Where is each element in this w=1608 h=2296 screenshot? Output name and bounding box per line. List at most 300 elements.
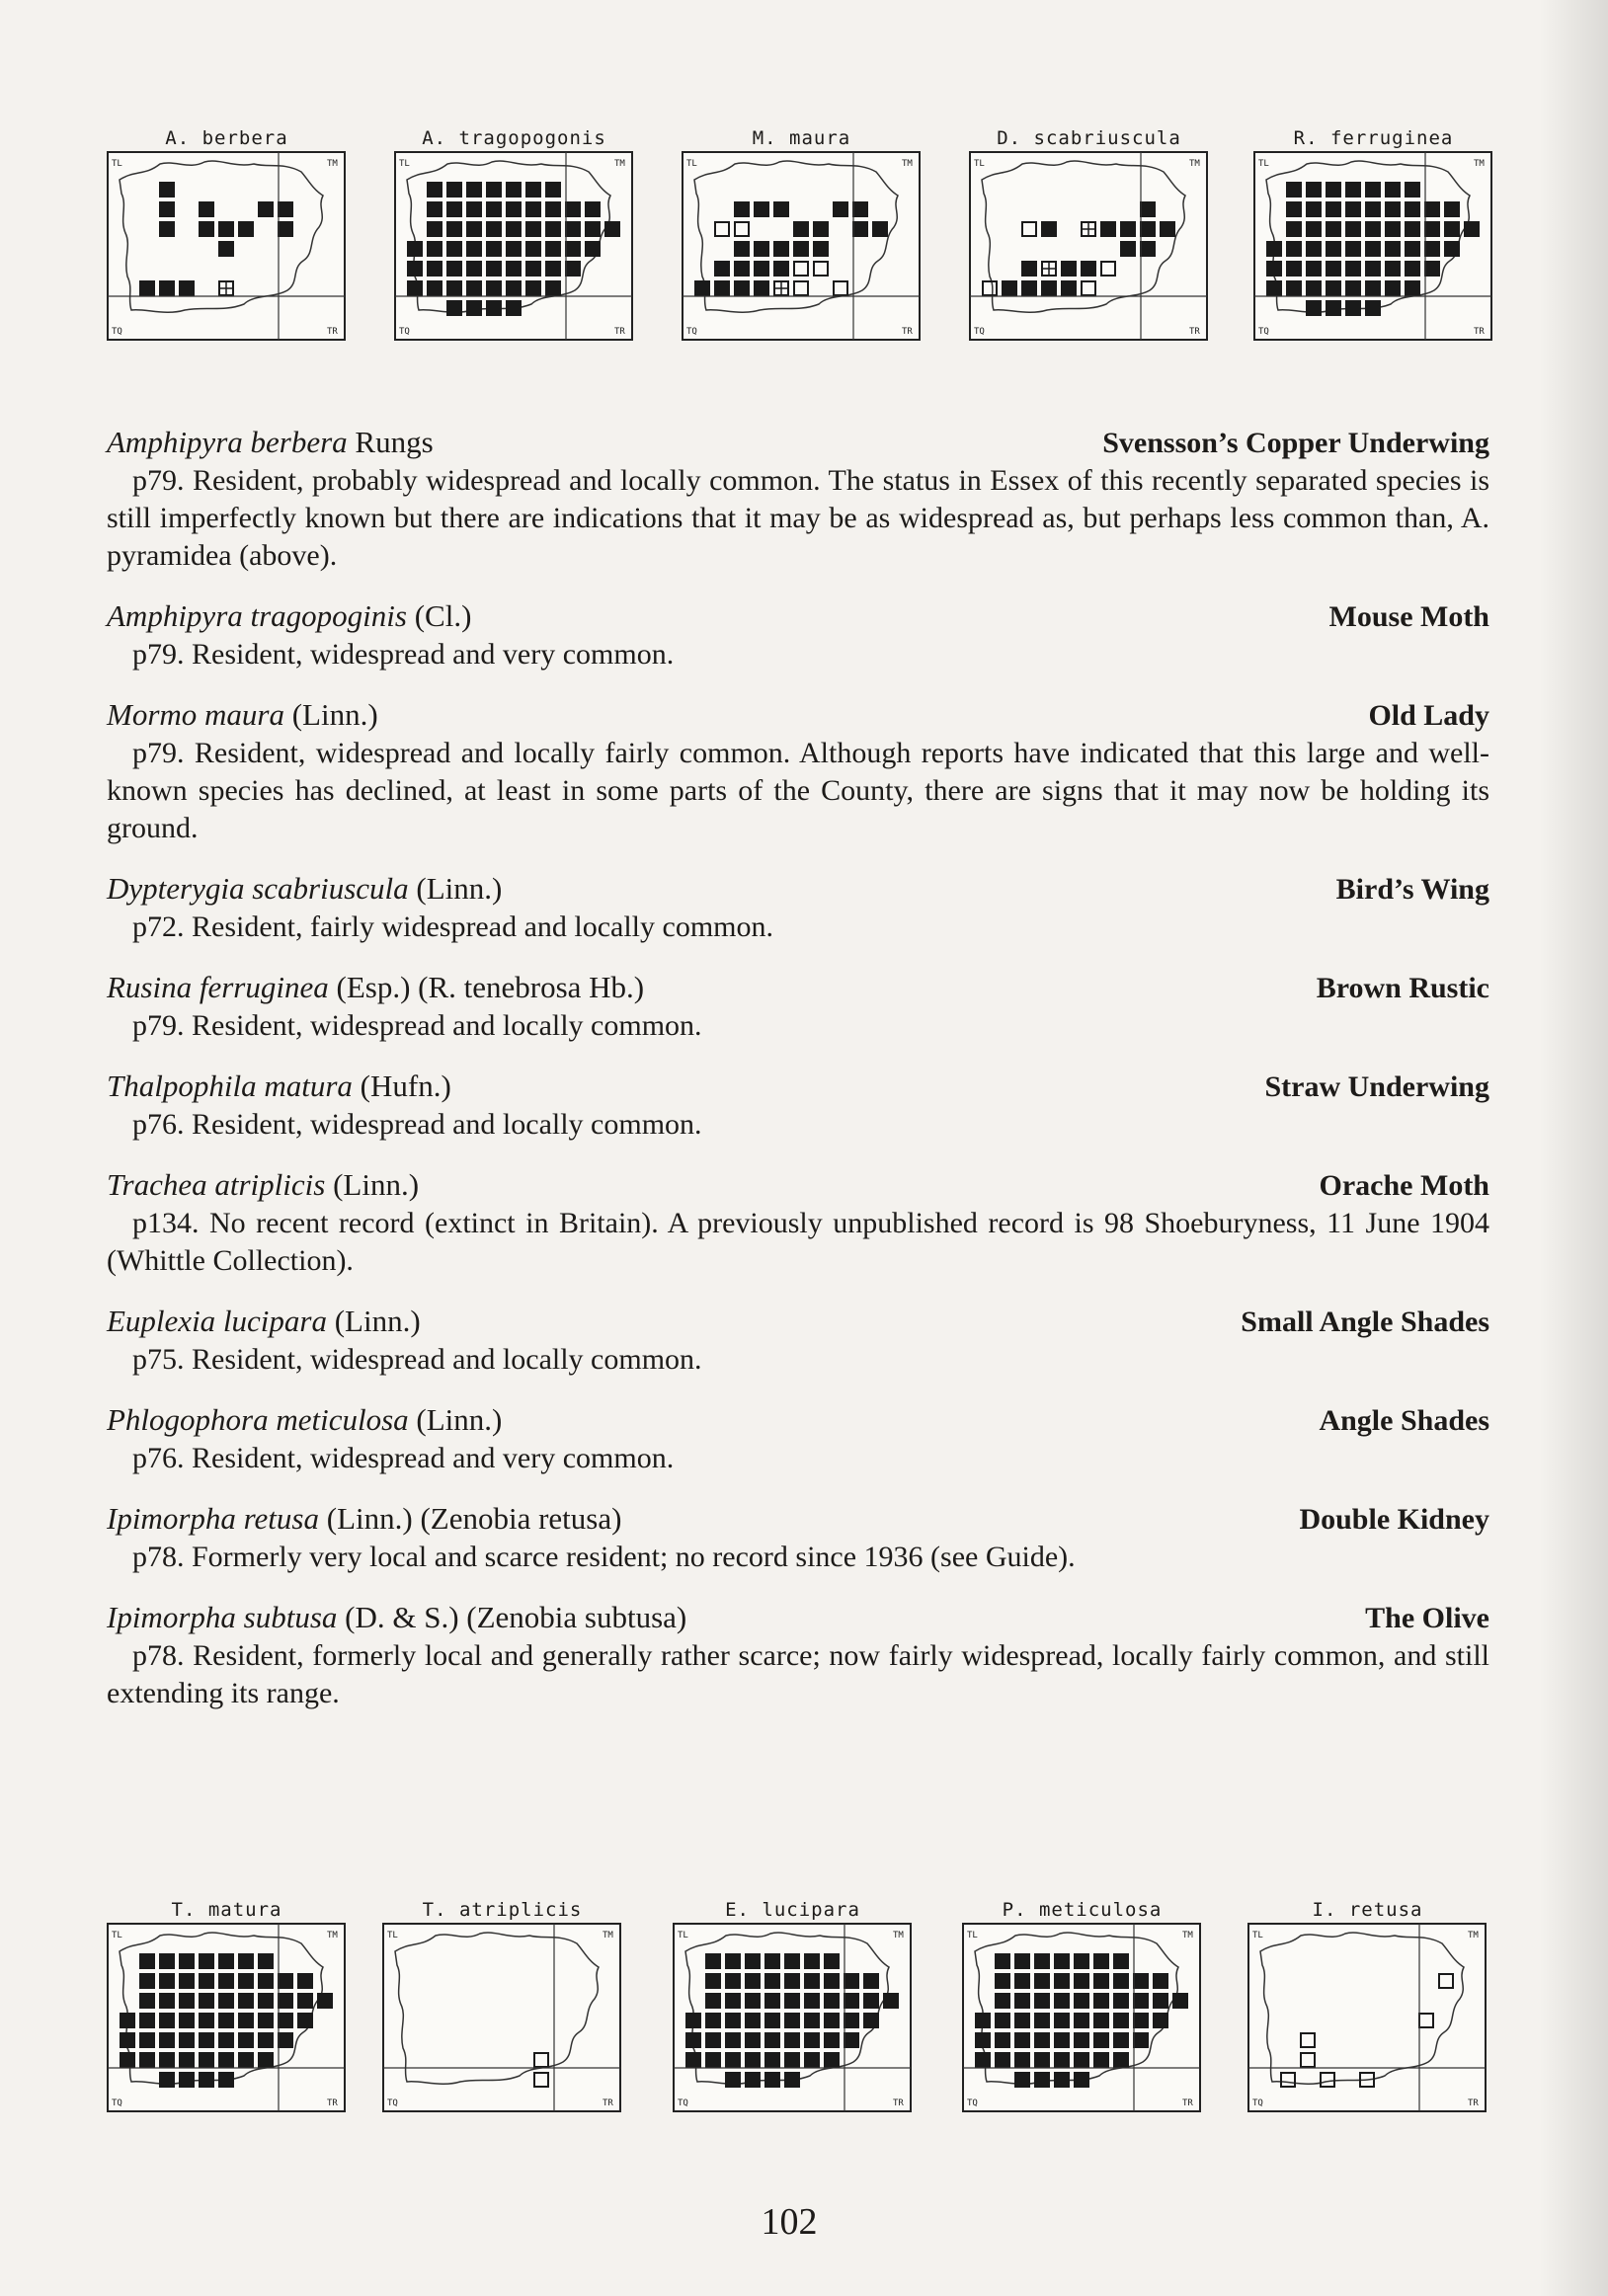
record-square-filled	[824, 1973, 840, 1989]
record-square-filled	[685, 2013, 701, 2028]
record-square-filled	[1133, 1993, 1149, 2009]
authority: (Linn.) (Zenobia retusa)	[319, 1501, 622, 1536]
record-square-filled	[466, 241, 482, 257]
species-description: p76. Resident, widespread and locally common.	[132, 1108, 702, 1141]
record-square-filled	[1034, 2072, 1050, 2088]
record-square-filled	[793, 221, 809, 237]
genus-species: Amphipyra berbera	[107, 425, 348, 459]
record-square-filled	[975, 2032, 991, 2048]
record-square-filled	[218, 1953, 234, 1969]
record-square-filled	[1306, 182, 1322, 198]
record-square-filled	[525, 182, 541, 198]
record-square-filled	[1385, 280, 1401, 296]
distribution-map	[393, 126, 635, 348]
record-square-filled	[1100, 221, 1116, 237]
record-square-filled	[745, 1993, 761, 2009]
record-square-filled	[745, 1953, 761, 1969]
record-square-filled	[764, 2013, 780, 2028]
record-square-filled	[159, 1973, 175, 1989]
scientific-name	[107, 1501, 621, 1537]
species-entry	[107, 425, 1489, 575]
map-svg	[672, 1922, 914, 2119]
map-row-top	[0, 126, 1608, 383]
species-description: p79. Resident, widespread and locally common.	[132, 1009, 702, 1042]
record-square-filled	[1365, 241, 1381, 257]
record-square-filled	[565, 201, 581, 217]
record-square-filled	[218, 2052, 234, 2068]
record-square-filled	[1326, 241, 1341, 257]
record-square-filled	[1345, 182, 1361, 198]
map-title: I. retusa	[1312, 1899, 1423, 1921]
record-square-filled	[139, 2052, 155, 2068]
record-square-filled	[1120, 241, 1136, 257]
record-square-filled	[734, 280, 750, 296]
species-description: p79. Resident, widespread and locally fairly common. Although reports have indicated that this large and well-known species has declined, at least in some parts of the County, there are signs that it may now be holding its ground.	[107, 737, 1489, 844]
record-square-filled	[565, 221, 581, 237]
record-square-filled	[705, 1953, 721, 1969]
record-square-filled	[525, 261, 541, 277]
record-square-filled	[585, 241, 601, 257]
record-square-filled	[1041, 280, 1057, 296]
record-square-filled	[1074, 2072, 1089, 2088]
record-square-filled	[1014, 2052, 1030, 2068]
record-square-filled	[179, 2013, 195, 2028]
grid-label-tm: TM	[614, 159, 625, 169]
species-description: p72. Resident, fairly widespread and locally common.	[132, 910, 773, 943]
record-square-filled	[1326, 261, 1341, 277]
record-square-filled	[1014, 1953, 1030, 1969]
record-square-filled	[506, 280, 522, 296]
record-square-filled	[427, 241, 442, 257]
map-svg	[106, 150, 348, 348]
record-square-filled	[705, 1993, 721, 2009]
record-square-filled	[1326, 280, 1341, 296]
common-name: Double Kidney	[1299, 1503, 1489, 1536]
record-square-filled	[824, 2032, 840, 2048]
species-header	[107, 871, 1489, 909]
record-square-filled	[1113, 1953, 1129, 1969]
grid-label-tm: TM	[893, 1931, 904, 1940]
record-square-filled	[1034, 1973, 1050, 1989]
authority: (Linn.)	[325, 1167, 420, 1202]
record-square-filled	[1133, 1973, 1149, 1989]
record-square-filled	[159, 2013, 175, 2028]
map-title: M. maura	[752, 127, 851, 149]
record-square-filled	[1061, 261, 1077, 277]
grid-label-tr: TR	[614, 327, 625, 337]
grid-label-tm: TM	[1468, 1931, 1479, 1940]
species-description: p78. Formerly very local and scarce resident; no record since 1936 (see Guide).	[132, 1541, 1076, 1573]
record-square-filled	[1014, 2072, 1030, 2088]
grid-label-tr: TR	[1182, 2098, 1193, 2108]
record-square-filled	[218, 1993, 234, 2009]
record-square-filled	[238, 2032, 254, 2048]
record-square-filled	[218, 241, 234, 257]
record-square-filled	[1464, 221, 1480, 237]
authority: (Linn.)	[408, 1402, 503, 1437]
record-square-filled	[764, 1973, 780, 1989]
record-square-filled	[258, 2013, 274, 2028]
record-square-filled	[685, 2032, 701, 2048]
record-square-filled	[466, 300, 482, 316]
record-square-filled	[525, 280, 541, 296]
record-square-filled	[238, 1973, 254, 1989]
species-entry	[107, 697, 1489, 847]
record-square-filled	[120, 2052, 135, 2068]
record-square-filled	[159, 201, 175, 217]
genus-species: Ipimorpha subtusa	[107, 1600, 338, 1634]
record-square-filled	[1286, 241, 1302, 257]
species-header	[107, 1501, 1489, 1539]
record-square-filled	[694, 280, 710, 296]
record-square-filled	[754, 241, 769, 257]
record-square-filled	[179, 2072, 195, 2088]
record-square-filled	[1113, 2032, 1129, 2048]
species-description: p79. Resident, widespread and very common.	[132, 638, 675, 671]
map-title: T. matura	[171, 1899, 282, 1921]
record-square-filled	[1424, 221, 1440, 237]
record-square-filled	[1034, 1953, 1050, 1969]
record-square-filled	[1014, 1973, 1030, 1989]
record-square-filled	[199, 2032, 214, 2048]
grid-label-tm: TM	[1189, 159, 1200, 169]
genus-species: Rusina ferruginea	[107, 970, 329, 1004]
record-square-filled	[1326, 300, 1341, 316]
record-square-filled	[258, 1973, 274, 1989]
record-square-filled	[506, 241, 522, 257]
record-square-filled	[278, 2032, 293, 2048]
record-square-filled	[1014, 2013, 1030, 2028]
record-square-filled	[1034, 1993, 1050, 2009]
record-square-filled	[1054, 2072, 1070, 2088]
record-square-filled	[585, 221, 601, 237]
record-square-filled	[804, 2032, 820, 2048]
scientific-name	[107, 871, 502, 907]
grid-label-tm: TM	[1474, 159, 1485, 169]
record-square-filled	[486, 201, 502, 217]
grid-label-tm: TM	[603, 1931, 613, 1940]
grid-label-tm: TM	[327, 1931, 338, 1940]
record-square-filled	[525, 241, 541, 257]
record-square-filled	[975, 2013, 991, 2028]
record-square-filled	[1041, 221, 1057, 237]
distribution-map	[1246, 1898, 1488, 2119]
record-square-filled	[317, 1993, 333, 2009]
grid-label-tr: TR	[327, 2098, 338, 2108]
record-square-filled	[179, 1973, 195, 1989]
record-square-filled	[725, 1953, 741, 1969]
record-square-filled	[1385, 182, 1401, 198]
authority: (Hufn.)	[352, 1069, 451, 1103]
record-square-filled	[784, 1993, 800, 2009]
record-square-filled	[486, 300, 502, 316]
record-square-filled	[120, 2032, 135, 2048]
record-square-filled	[1345, 221, 1361, 237]
record-square-filled	[1140, 201, 1156, 217]
page-number: 102	[761, 2201, 818, 2243]
grid-label-tr: TR	[1189, 327, 1200, 337]
record-square-filled	[804, 2052, 820, 2068]
record-square-filled	[1444, 241, 1460, 257]
map-svg	[1246, 1922, 1488, 2119]
species-header	[107, 1069, 1489, 1106]
record-square-filled	[199, 221, 214, 237]
record-square-filled	[506, 300, 522, 316]
record-square-filled	[466, 201, 482, 217]
grid-label-tq: TQ	[974, 327, 985, 337]
record-square-filled	[1054, 2032, 1070, 2048]
record-square-filled	[844, 2032, 859, 2048]
record-square-filled	[159, 1993, 175, 2009]
map-title: T. atriplicis	[422, 1899, 583, 1921]
species-header	[107, 425, 1489, 462]
common-name: Orache Moth	[1319, 1169, 1489, 1202]
record-square-filled	[1326, 221, 1341, 237]
grid-label-tr: TR	[902, 327, 913, 337]
record-square-filled	[1326, 201, 1341, 217]
record-square-filled	[824, 2052, 840, 2068]
record-square-filled	[1081, 261, 1096, 277]
record-square-filled	[297, 1973, 313, 1989]
record-square-filled	[427, 201, 442, 217]
record-square-filled	[1093, 2013, 1109, 2028]
record-square-filled	[446, 182, 462, 198]
record-square-filled	[1093, 1953, 1109, 1969]
record-square-filled	[1405, 221, 1420, 237]
map-svg	[1252, 150, 1494, 348]
record-square-filled	[525, 201, 541, 217]
genus-species: Dypterygia scabriuscula	[107, 871, 409, 906]
common-name: Old Lady	[1368, 699, 1489, 732]
record-square-filled	[1074, 1993, 1089, 2009]
species-entry	[107, 1600, 1489, 1712]
record-square-filled	[545, 221, 561, 237]
record-square-filled	[863, 1973, 879, 1989]
record-square-filled	[1424, 201, 1440, 217]
record-square-filled	[1405, 280, 1420, 296]
authority: (Linn.)	[283, 697, 378, 732]
record-square-filled	[466, 182, 482, 198]
record-square-filled	[258, 1993, 274, 2009]
record-square-filled	[1424, 241, 1440, 257]
record-square-filled	[804, 2013, 820, 2028]
record-square-filled	[525, 221, 541, 237]
scientific-name	[107, 970, 644, 1005]
record-square-filled	[745, 1973, 761, 1989]
record-square-filled	[159, 221, 175, 237]
species-entry	[107, 1501, 1489, 1576]
record-square-filled	[1074, 1953, 1089, 1969]
record-square-filled	[1034, 2032, 1050, 2048]
authority: (Linn.)	[408, 871, 503, 906]
record-square-filled	[852, 221, 868, 237]
species-entry	[107, 1402, 1489, 1477]
grid-label-tq: TQ	[112, 2098, 122, 2108]
record-square-filled	[486, 182, 502, 198]
record-square-filled	[585, 201, 601, 217]
species-description: p78. Resident, formerly local and generally rather scarce; now fairly widespread, locally fairly common, and still extending its range.	[107, 1639, 1489, 1709]
record-square-filled	[1365, 182, 1381, 198]
record-square-filled	[1054, 1993, 1070, 2009]
record-square-filled	[1054, 1973, 1070, 1989]
genus-species: Trachea atriplicis	[107, 1167, 326, 1202]
record-square-filled	[427, 261, 442, 277]
record-square-filled	[764, 2072, 780, 2088]
common-name: Straw Underwing	[1264, 1070, 1489, 1103]
record-square-filled	[1074, 1973, 1089, 1989]
map-frame	[383, 1924, 620, 2111]
grid-label-tq: TQ	[1258, 327, 1269, 337]
record-square-filled	[863, 2013, 879, 2028]
record-square-filled	[278, 1993, 293, 2009]
record-square-filled	[793, 241, 809, 257]
map-frame	[970, 152, 1207, 340]
record-square-filled	[764, 1953, 780, 1969]
distribution-map	[968, 126, 1210, 348]
record-square-filled	[466, 280, 482, 296]
record-square-filled	[545, 280, 561, 296]
record-square-filled	[1034, 2052, 1050, 2068]
record-square-filled	[278, 1973, 293, 1989]
record-square-filled	[427, 280, 442, 296]
grid-label-tr: TR	[893, 2098, 904, 2108]
common-name: Brown Rustic	[1316, 972, 1489, 1004]
record-square-filled	[1074, 2052, 1089, 2068]
record-square-filled	[604, 221, 620, 237]
record-square-filled	[1306, 241, 1322, 257]
record-square-filled	[1345, 280, 1361, 296]
record-square-filled	[804, 1953, 820, 1969]
genus-species: Amphipyra tragopoginis	[107, 598, 407, 633]
record-square-filled	[1345, 241, 1361, 257]
record-square-filled	[159, 1953, 175, 1969]
common-name: Angle Shades	[1319, 1404, 1489, 1437]
record-square-filled	[844, 1993, 859, 2009]
record-square-filled	[446, 201, 462, 217]
record-square-filled	[218, 2072, 234, 2088]
record-square-filled	[824, 1953, 840, 1969]
record-square-filled	[545, 201, 561, 217]
species-header	[107, 1167, 1489, 1205]
record-square-filled	[764, 1993, 780, 2009]
common-name: Small Angle Shades	[1241, 1306, 1489, 1338]
record-square-filled	[486, 261, 502, 277]
distribution-map	[672, 1898, 914, 2119]
record-square-filled	[278, 2013, 293, 2028]
record-square-filled	[1365, 221, 1381, 237]
record-square-filled	[705, 2013, 721, 2028]
record-square-filled	[1113, 2052, 1129, 2068]
record-square-filled	[1405, 261, 1420, 277]
scientific-name	[107, 1167, 419, 1203]
record-square-filled	[1153, 2013, 1168, 2028]
record-square-filled	[139, 1973, 155, 1989]
common-name: Mouse Moth	[1328, 600, 1489, 633]
record-square-filled	[852, 201, 868, 217]
grid-label-tq: TQ	[399, 327, 410, 337]
record-square-filled	[685, 2052, 701, 2068]
grid-label-tl: TL	[974, 159, 985, 169]
record-square-filled	[1286, 261, 1302, 277]
record-square-filled	[1014, 1993, 1030, 2009]
record-square-filled	[258, 2052, 274, 2068]
distribution-map	[681, 126, 923, 348]
record-square-filled	[446, 280, 462, 296]
record-square-filled	[705, 2032, 721, 2048]
record-square-filled	[139, 280, 155, 296]
record-square-filled	[506, 201, 522, 217]
grid-label-tm: TM	[902, 159, 913, 169]
grid-label-tq: TQ	[112, 327, 122, 337]
record-square-filled	[1444, 221, 1460, 237]
record-square-filled	[883, 1993, 899, 2009]
record-square-filled	[1444, 201, 1460, 217]
species-header	[107, 697, 1489, 735]
record-square-filled	[1153, 1973, 1168, 1989]
record-square-filled	[863, 1993, 879, 2009]
record-square-filled	[199, 2013, 214, 2028]
record-square-filled	[1385, 241, 1401, 257]
record-square-filled	[1093, 2052, 1109, 2068]
record-square-filled	[1266, 241, 1282, 257]
record-square-filled	[824, 1993, 840, 2009]
record-square-filled	[844, 2013, 859, 2028]
record-square-filled	[784, 2072, 800, 2088]
species-entry	[107, 1069, 1489, 1144]
record-square-filled	[238, 221, 254, 237]
record-square-filled	[813, 241, 829, 257]
record-square-filled	[238, 1993, 254, 2009]
record-square-filled	[833, 201, 848, 217]
record-square-filled	[725, 2032, 741, 2048]
record-square-filled	[1385, 201, 1401, 217]
record-square-filled	[995, 2052, 1010, 2068]
authority: (Cl.)	[406, 598, 472, 633]
record-square-filled	[1074, 2013, 1089, 2028]
record-square-filled	[199, 201, 214, 217]
map-svg	[968, 150, 1210, 348]
record-square-filled	[120, 2013, 135, 2028]
record-square-filled	[179, 2032, 195, 2048]
record-square-filled	[218, 1973, 234, 1989]
authority: (Linn.)	[326, 1304, 421, 1338]
record-square-filled	[1306, 280, 1322, 296]
record-square-filled	[872, 221, 888, 237]
record-square-filled	[784, 2052, 800, 2068]
record-square-filled	[1093, 1993, 1109, 2009]
species-header	[107, 970, 1489, 1007]
species-entry	[107, 598, 1489, 673]
record-square-filled	[1074, 2032, 1089, 2048]
map-title: E. lucipara	[725, 1899, 860, 1921]
grid-label-tl: TL	[399, 159, 410, 169]
record-square-filled	[199, 1973, 214, 1989]
record-square-filled	[1133, 2032, 1149, 2048]
species-entry	[107, 1304, 1489, 1379]
record-square-filled	[1405, 182, 1420, 198]
map-row-bottom	[0, 1898, 1608, 2155]
record-square-filled	[1133, 2013, 1149, 2028]
record-square-filled	[1385, 221, 1401, 237]
record-square-filled	[784, 1953, 800, 1969]
grid-label-tl: TL	[1258, 159, 1269, 169]
record-square-filled	[139, 1953, 155, 1969]
record-square-filled	[297, 1993, 313, 2009]
record-square-filled	[278, 201, 293, 217]
record-square-filled	[1014, 2032, 1030, 2048]
record-square-filled	[446, 300, 462, 316]
map-svg	[381, 1922, 623, 2119]
